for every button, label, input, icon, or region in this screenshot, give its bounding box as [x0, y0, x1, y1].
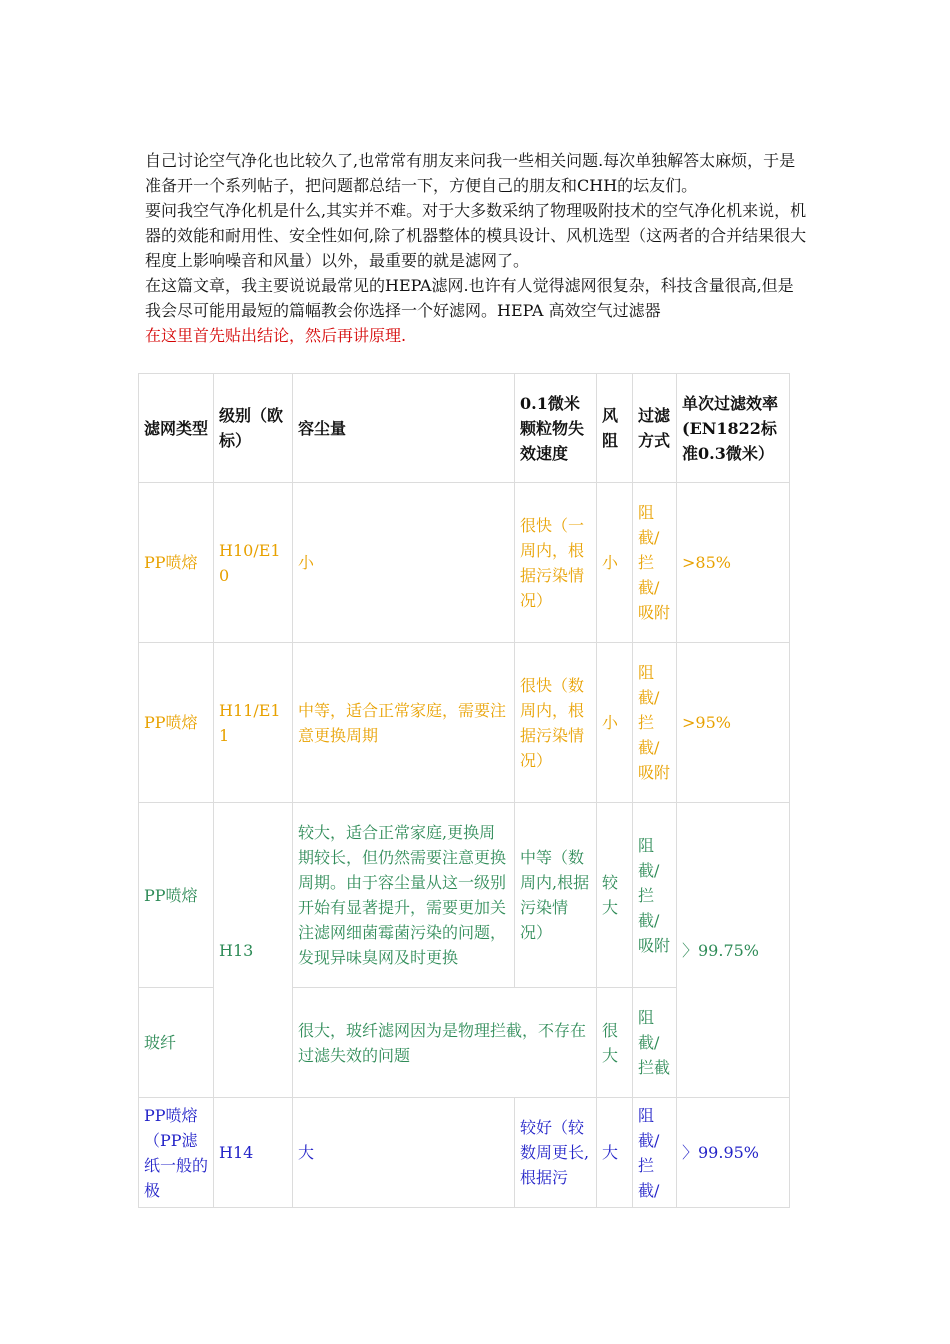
cell-type: PP喷熔 — [139, 803, 214, 988]
cell-method: 阻截/拦截/吸附 — [633, 643, 677, 803]
cell-capacity: 中等，适合正常家庭，需要注意更换周期 — [293, 643, 515, 803]
cell-type: PP喷熔（PP滤纸一般的极 — [139, 1098, 214, 1208]
table-row — [139, 1098, 790, 1208]
intro-paragraph-2: 要问我空气净化机是什么,其实并不难。对于大多数采纳了物理吸附技术的空气净化机来说，机器的效能和耐用性、安全性如何,除了机器整体的模具设计、风机选型（这两者的合并结果很大程度上影响噪音和风量）以外，最重要的就是滤网了。 — [145, 201, 807, 270]
cell-type: PP喷熔 — [139, 483, 214, 643]
filter-comparison-table — [138, 373, 790, 1208]
intro-paragraph-3: 在这篇文章，我主要说说最常见的HEPA滤网.也许有人觉得滤网很复杂，科技含量很高,但是我会尽可能用最短的篇幅教会你选择一个好滤网。HEPA 高效空气过滤器 — [145, 276, 794, 320]
cell-method: 阻截/拦截/吸附 — [633, 803, 677, 988]
cell-efficiency: >95% — [677, 643, 790, 803]
header-dust-capacity: 容尘量 — [293, 374, 515, 483]
cell-resistance: 小 — [597, 483, 633, 643]
cell-type: PP喷熔 — [139, 643, 214, 803]
cell-resistance: 大 — [597, 1098, 633, 1208]
cell-type: 玻纤 — [139, 988, 214, 1098]
cell-efficiency: >85% — [677, 483, 790, 643]
intro-conclusion-note: 在这里首先贴出结论，然后再讲原理. — [145, 326, 407, 345]
cell-failure: 中等（数周内,根据污染情况） — [515, 803, 597, 988]
cell-resistance: 较大 — [597, 803, 633, 988]
cell-failure: 较好（较数周更长,根据污 — [515, 1098, 597, 1208]
header-efficiency: 单次过滤效率(EN1822标准0.3微米） — [677, 374, 790, 483]
table-row — [139, 803, 790, 988]
cell-capacity: 较大，适合正常家庭,更换周期较长，但仍然需要注意更换周期。由于容尘量从这一级别开始有显著提升，需要更加关注滤网细菌霉菌污染的问题，发现异味臭网及时更换 — [293, 803, 515, 988]
cell-failure: 很快（数周内，根据污染情况） — [515, 643, 597, 803]
cell-grade: H14 — [214, 1098, 293, 1208]
header-filter-type: 滤网类型 — [139, 374, 214, 483]
cell-efficiency: 〉99.95% — [677, 1098, 790, 1208]
cell-capacity: 大 — [293, 1098, 515, 1208]
intro-paragraph-1: 自己讨论空气净化也比较久了,也常常有朋友来问我一些相关问题.每次单独解答太麻烦，于是准备开一个系列帖子，把问题都总结一下，方便自己的朋友和CHH的坛友们。 — [145, 151, 796, 195]
cell-method: 阻截/拦截 — [633, 988, 677, 1098]
header-grade: 级别（欧标） — [214, 374, 293, 483]
cell-resistance: 很大 — [597, 988, 633, 1098]
table-header-row — [139, 374, 790, 483]
cell-grade: H13 — [214, 803, 293, 1098]
header-failure-speed: 0.1微米颗粒物失效速度 — [515, 374, 597, 483]
cell-efficiency: 〉99.75% — [677, 803, 790, 1098]
table-row — [139, 483, 790, 643]
header-air-resistance: 风阻 — [597, 374, 633, 483]
cell-capacity: 很大，玻纤滤网因为是物理拦截，不存在过滤失效的问题 — [293, 988, 597, 1098]
cell-failure: 很快（一周内，根据污染情况） — [515, 483, 597, 643]
cell-resistance: 小 — [597, 643, 633, 803]
cell-capacity: 小 — [293, 483, 515, 643]
intro-text — [145, 148, 807, 348]
cell-grade: H11/E11 — [214, 643, 293, 803]
cell-method: 阻截/拦截/吸附 — [633, 483, 677, 643]
table-row — [139, 643, 790, 803]
cell-method: 阻截/拦截/ — [633, 1098, 677, 1208]
header-filtration-method: 过滤方式 — [633, 374, 677, 483]
cell-grade: H10/E10 — [214, 483, 293, 643]
